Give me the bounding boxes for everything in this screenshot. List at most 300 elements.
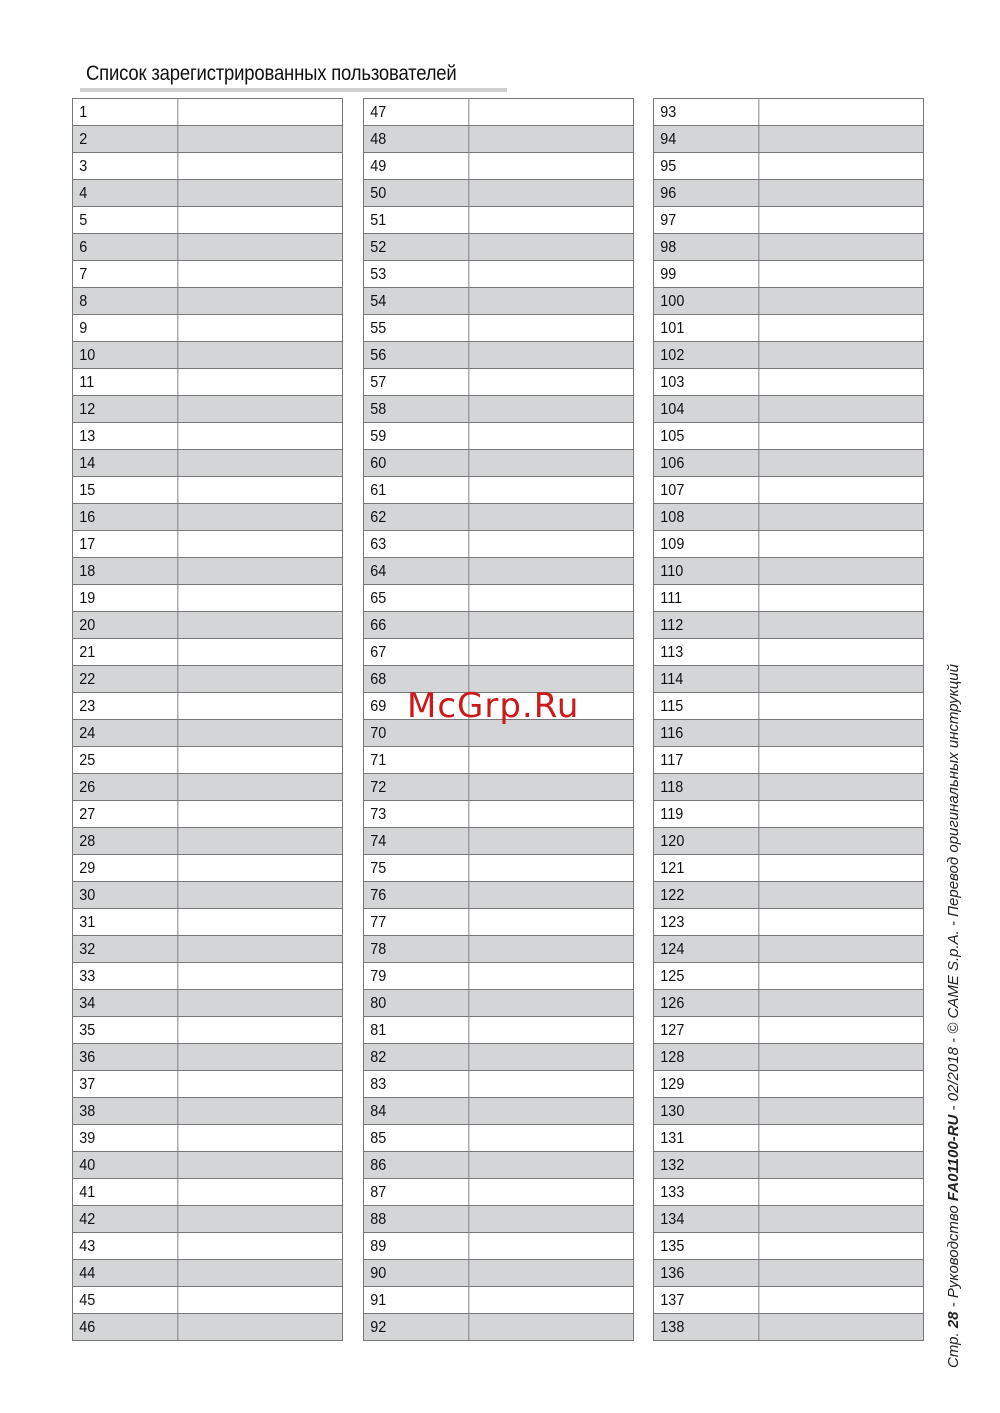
table-row	[73, 261, 342, 288]
table-row	[73, 774, 342, 801]
table-row	[73, 963, 342, 990]
user-entry-cell	[771, 693, 923, 719]
table-row	[654, 477, 923, 504]
row-number: 82	[364, 1044, 469, 1070]
row-number: 58	[364, 396, 469, 422]
user-entry-cell	[481, 558, 633, 584]
table-row	[73, 720, 342, 747]
user-table-3	[653, 98, 924, 1341]
table-row	[654, 909, 923, 936]
row-number: 86	[364, 1152, 469, 1178]
user-entry-cell	[771, 153, 923, 179]
table-row	[654, 450, 923, 477]
row-number: 77	[364, 909, 469, 935]
table-row	[73, 1179, 342, 1206]
user-entry-cell	[190, 531, 342, 557]
user-entry-cell	[190, 1017, 342, 1043]
row-number: 11	[73, 369, 178, 395]
user-entry-cell	[481, 369, 633, 395]
row-number: 60	[364, 450, 469, 476]
table-row	[364, 1152, 633, 1179]
row-number: 80	[364, 990, 469, 1016]
row-number: 128	[654, 1044, 759, 1070]
user-entry-cell	[481, 1017, 633, 1043]
row-number: 97	[654, 207, 759, 233]
row-number: 56	[364, 342, 469, 368]
table-row	[73, 558, 342, 585]
row-number: 24	[73, 720, 178, 746]
row-number: 134	[654, 1206, 759, 1232]
user-entry-cell	[771, 288, 923, 314]
table-row	[73, 288, 342, 315]
table-row	[364, 450, 633, 477]
user-entry-cell	[771, 1206, 923, 1232]
row-number: 92	[364, 1314, 469, 1340]
user-entry-cell	[771, 828, 923, 854]
user-entry-cell	[190, 342, 342, 368]
table-row	[364, 990, 633, 1017]
row-number: 33	[73, 963, 178, 989]
table-row	[364, 1287, 633, 1314]
table-row	[73, 828, 342, 855]
user-entry-cell	[481, 153, 633, 179]
user-entry-cell	[190, 1179, 342, 1205]
row-number: 36	[73, 1044, 178, 1070]
row-number: 75	[364, 855, 469, 881]
user-entry-cell	[481, 315, 633, 341]
table-row	[654, 261, 923, 288]
row-number: 19	[73, 585, 178, 611]
row-number: 123	[654, 909, 759, 935]
table-row	[73, 1287, 342, 1314]
table-row	[73, 1044, 342, 1071]
user-entry-cell	[481, 585, 633, 611]
user-entry-cell	[481, 531, 633, 557]
table-row	[364, 396, 633, 423]
user-entry-cell	[771, 342, 923, 368]
user-entry-cell	[771, 207, 923, 233]
user-entry-cell	[190, 639, 342, 665]
table-row	[73, 666, 342, 693]
row-number: 133	[654, 1179, 759, 1205]
table-row	[654, 369, 923, 396]
table-row	[73, 1152, 342, 1179]
row-number: 20	[73, 612, 178, 638]
row-number: 99	[654, 261, 759, 287]
user-entry-cell	[190, 747, 342, 773]
row-number: 122	[654, 882, 759, 908]
table-row	[654, 747, 923, 774]
user-entry-cell	[481, 909, 633, 935]
row-number: 88	[364, 1206, 469, 1232]
user-entry-cell	[481, 936, 633, 962]
user-entry-cell	[190, 261, 342, 287]
row-number: 59	[364, 423, 469, 449]
table-row	[73, 1314, 342, 1340]
user-entry-cell	[771, 666, 923, 692]
table-row	[654, 855, 923, 882]
user-entry-cell	[190, 612, 342, 638]
user-entry-cell	[190, 504, 342, 530]
table-row	[73, 585, 342, 612]
user-entry-cell	[481, 1098, 633, 1124]
table-row	[654, 639, 923, 666]
table-row	[654, 882, 923, 909]
user-entry-cell	[771, 909, 923, 935]
row-number: 64	[364, 558, 469, 584]
user-entry-cell	[190, 963, 342, 989]
user-entry-cell	[481, 396, 633, 422]
user-entry-cell	[190, 234, 342, 260]
user-entry-cell	[481, 1152, 633, 1178]
table-row	[73, 747, 342, 774]
title-underline	[80, 88, 507, 92]
table-row	[364, 1179, 633, 1206]
table-row	[73, 1071, 342, 1098]
table-row	[364, 207, 633, 234]
table-row	[654, 288, 923, 315]
table-row	[654, 990, 923, 1017]
user-entry-cell	[481, 747, 633, 773]
user-entry-cell	[190, 855, 342, 881]
table-row	[364, 477, 633, 504]
table-row	[654, 504, 923, 531]
table-row	[364, 639, 633, 666]
user-entry-cell	[190, 1044, 342, 1070]
row-number: 138	[654, 1314, 759, 1340]
row-number: 37	[73, 1071, 178, 1097]
table-row	[654, 99, 923, 126]
table-row	[73, 207, 342, 234]
row-number: 121	[654, 855, 759, 881]
user-entry-cell	[771, 450, 923, 476]
row-number: 132	[654, 1152, 759, 1178]
user-entry-cell	[481, 1287, 633, 1313]
row-number: 31	[73, 909, 178, 935]
row-number: 39	[73, 1125, 178, 1151]
table-row	[73, 234, 342, 261]
user-entry-cell	[481, 234, 633, 260]
table-row	[654, 666, 923, 693]
table-row	[364, 531, 633, 558]
user-entry-cell	[481, 990, 633, 1016]
table-row	[73, 477, 342, 504]
user-entry-cell	[481, 1125, 633, 1151]
user-entry-cell	[481, 450, 633, 476]
row-number: 52	[364, 234, 469, 260]
user-table-1	[72, 98, 343, 1341]
table-row	[364, 828, 633, 855]
table-row	[654, 585, 923, 612]
table-row	[73, 126, 342, 153]
table-row	[654, 1233, 923, 1260]
row-number: 55	[364, 315, 469, 341]
table-row	[73, 882, 342, 909]
table-row	[654, 423, 923, 450]
user-entry-cell	[481, 99, 633, 125]
row-number: 30	[73, 882, 178, 908]
user-entry-cell	[771, 990, 923, 1016]
row-number: 84	[364, 1098, 469, 1124]
row-number: 105	[654, 423, 759, 449]
table-row	[364, 261, 633, 288]
table-row	[73, 693, 342, 720]
user-entry-cell	[771, 882, 923, 908]
row-number: 16	[73, 504, 178, 530]
user-entry-cell	[190, 801, 342, 827]
table-row	[654, 153, 923, 180]
table-row	[364, 882, 633, 909]
user-entry-cell	[771, 720, 923, 746]
user-entry-cell	[771, 585, 923, 611]
table-row	[73, 153, 342, 180]
user-entry-cell	[771, 1098, 923, 1124]
user-entry-cell	[190, 315, 342, 341]
user-entry-cell	[771, 1125, 923, 1151]
table-row	[73, 1206, 342, 1233]
table-row	[654, 180, 923, 207]
table-row	[364, 585, 633, 612]
table-row	[73, 639, 342, 666]
row-number: 6	[73, 234, 178, 260]
table-row	[654, 315, 923, 342]
user-entry-cell	[771, 747, 923, 773]
page-title: Список зарегистрированных пользователей	[86, 62, 457, 85]
row-number: 116	[654, 720, 759, 746]
user-entry-cell	[190, 1233, 342, 1259]
row-number: 7	[73, 261, 178, 287]
user-entry-cell	[190, 720, 342, 746]
row-number: 46	[73, 1314, 178, 1340]
user-entry-cell	[481, 477, 633, 503]
table-row	[73, 936, 342, 963]
row-number: 13	[73, 423, 178, 449]
user-entry-cell	[771, 315, 923, 341]
table-row	[73, 1125, 342, 1152]
user-entry-cell	[481, 1260, 633, 1286]
table-row	[364, 1260, 633, 1287]
row-number: 43	[73, 1233, 178, 1259]
footer-page-number: 28	[945, 1311, 962, 1329]
row-number: 72	[364, 774, 469, 800]
table-row	[364, 1125, 633, 1152]
row-number: 79	[364, 963, 469, 989]
table-row	[73, 1017, 342, 1044]
user-entry-cell	[190, 1260, 342, 1286]
user-entry-cell	[190, 180, 342, 206]
user-entry-cell	[481, 801, 633, 827]
table-row	[364, 369, 633, 396]
user-entry-cell	[771, 1260, 923, 1286]
row-number: 78	[364, 936, 469, 962]
user-entry-cell	[190, 1098, 342, 1124]
table-row	[73, 450, 342, 477]
user-entry-cell	[190, 936, 342, 962]
table-row	[73, 909, 342, 936]
row-number: 113	[654, 639, 759, 665]
row-number: 100	[654, 288, 759, 314]
user-entry-cell	[190, 693, 342, 719]
row-number: 62	[364, 504, 469, 530]
row-number: 71	[364, 747, 469, 773]
row-number: 102	[654, 342, 759, 368]
row-number: 67	[364, 639, 469, 665]
user-entry-cell	[771, 1017, 923, 1043]
table-row	[654, 1098, 923, 1125]
row-number: 76	[364, 882, 469, 908]
user-entry-cell	[190, 207, 342, 233]
row-number: 115	[654, 693, 759, 719]
user-entry-cell	[771, 774, 923, 800]
table-row	[654, 396, 923, 423]
user-entry-cell	[771, 639, 923, 665]
user-entry-cell	[190, 558, 342, 584]
row-number: 91	[364, 1287, 469, 1313]
row-number: 73	[364, 801, 469, 827]
row-number: 23	[73, 693, 178, 719]
user-entry-cell	[771, 1044, 923, 1070]
row-number: 119	[654, 801, 759, 827]
row-number: 81	[364, 1017, 469, 1043]
user-entry-cell	[190, 369, 342, 395]
user-entry-cell	[771, 1071, 923, 1097]
user-entry-cell	[481, 882, 633, 908]
table-row	[364, 315, 633, 342]
user-entry-cell	[771, 396, 923, 422]
table-row	[364, 153, 633, 180]
user-entry-cell	[771, 99, 923, 125]
table-row	[654, 963, 923, 990]
row-number: 109	[654, 531, 759, 557]
row-number: 117	[654, 747, 759, 773]
table-row	[364, 801, 633, 828]
row-number: 112	[654, 612, 759, 638]
row-number: 2	[73, 126, 178, 152]
table-row	[654, 1152, 923, 1179]
row-number: 28	[73, 828, 178, 854]
table-row	[364, 909, 633, 936]
row-number: 9	[73, 315, 178, 341]
table-row	[364, 1071, 633, 1098]
user-entry-cell	[190, 1152, 342, 1178]
table-row	[654, 801, 923, 828]
user-entry-cell	[771, 855, 923, 881]
row-number: 63	[364, 531, 469, 557]
row-number: 110	[654, 558, 759, 584]
table-row	[364, 1206, 633, 1233]
user-entry-cell	[481, 423, 633, 449]
table-row	[73, 396, 342, 423]
user-entry-cell	[771, 1179, 923, 1205]
table-row	[364, 1098, 633, 1125]
row-number: 53	[364, 261, 469, 287]
table-row	[73, 855, 342, 882]
table-row	[654, 1071, 923, 1098]
user-entry-cell	[771, 1152, 923, 1178]
user-entry-cell	[190, 909, 342, 935]
user-entry-cell	[481, 774, 633, 800]
user-entry-cell	[481, 180, 633, 206]
row-number: 74	[364, 828, 469, 854]
user-entry-cell	[190, 1287, 342, 1313]
row-number: 131	[654, 1125, 759, 1151]
row-number: 127	[654, 1017, 759, 1043]
row-number: 103	[654, 369, 759, 395]
row-number: 17	[73, 531, 178, 557]
row-number: 27	[73, 801, 178, 827]
row-number: 107	[654, 477, 759, 503]
row-number: 1	[73, 99, 178, 125]
user-entry-cell	[481, 1044, 633, 1070]
table-row	[654, 1044, 923, 1071]
user-entry-cell	[190, 396, 342, 422]
row-number: 89	[364, 1233, 469, 1259]
table-row	[73, 1233, 342, 1260]
row-number: 96	[654, 180, 759, 206]
user-entry-cell	[481, 207, 633, 233]
user-entry-cell	[190, 450, 342, 476]
row-number: 47	[364, 99, 469, 125]
table-row	[364, 747, 633, 774]
table-row	[73, 612, 342, 639]
row-number: 85	[364, 1125, 469, 1151]
user-entry-cell	[771, 180, 923, 206]
row-number: 66	[364, 612, 469, 638]
footer-doc-code: FA01100-RU	[945, 1114, 962, 1202]
footer-manual-label: - Руководство	[945, 1201, 962, 1312]
row-number: 8	[73, 288, 178, 314]
row-number: 95	[654, 153, 759, 179]
table-row	[364, 180, 633, 207]
table-row	[654, 1314, 923, 1340]
row-number: 15	[73, 477, 178, 503]
footer-rest: - 02/2018 - © CAME S.p.A. - Перевод оригинальных инструкций	[945, 664, 962, 1115]
row-number: 38	[73, 1098, 178, 1124]
table-row	[364, 855, 633, 882]
table-row	[73, 315, 342, 342]
row-number: 44	[73, 1260, 178, 1286]
user-entry-cell	[190, 477, 342, 503]
user-entry-cell	[481, 1314, 633, 1340]
user-entry-cell	[190, 774, 342, 800]
table-row	[654, 1206, 923, 1233]
table-row	[73, 990, 342, 1017]
table-row	[654, 612, 923, 639]
user-entry-cell	[190, 99, 342, 125]
row-number: 5	[73, 207, 178, 233]
user-entry-cell	[481, 261, 633, 287]
row-number: 48	[364, 126, 469, 152]
row-number: 32	[73, 936, 178, 962]
row-number: 4	[73, 180, 178, 206]
table-row	[654, 936, 923, 963]
table-row	[654, 1260, 923, 1287]
user-entry-cell	[771, 504, 923, 530]
user-entry-cell	[481, 342, 633, 368]
table-row	[654, 1017, 923, 1044]
row-number: 114	[654, 666, 759, 692]
row-number: 98	[654, 234, 759, 260]
user-entry-cell	[771, 963, 923, 989]
row-number: 29	[73, 855, 178, 881]
table-row	[364, 558, 633, 585]
user-entry-cell	[481, 612, 633, 638]
table-row	[654, 1125, 923, 1152]
row-number: 10	[73, 342, 178, 368]
table-row	[364, 342, 633, 369]
user-entry-cell	[190, 990, 342, 1016]
row-number: 35	[73, 1017, 178, 1043]
